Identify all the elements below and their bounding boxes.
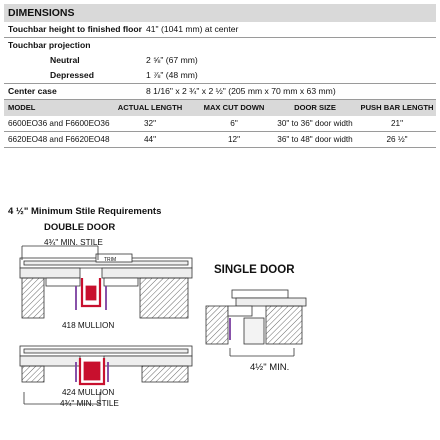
col-header-push-bar-length: PUSH BAR LENGTH: [360, 103, 434, 112]
col-header-door-size: DOOR SIZE: [294, 103, 336, 112]
trim-label: TRIM: [104, 257, 117, 263]
dim-label: Neutral: [50, 55, 80, 65]
dim-label: Center case: [8, 86, 57, 96]
dim-label: Touchbar projection: [8, 40, 91, 50]
dim-value: 1 ⅞" (48 mm): [146, 70, 198, 80]
cell-actual-length: 44": [143, 135, 156, 144]
cell-max-cut-down: 12": [227, 135, 240, 144]
dim-value: 41" (1041 mm) at center: [146, 24, 239, 34]
min-stile-top-label: 4¾" MIN. STILE: [44, 238, 103, 247]
min-stile-bottom-label: 4¾" MIN. STILE: [60, 399, 119, 408]
single-min-label: 4½" MIN.: [250, 362, 290, 373]
col-header-actual-length: ACTUAL LENGTH: [117, 103, 183, 112]
single-door-title: SINGLE DOOR: [214, 264, 295, 276]
col-header-max-cut-down: MAX CUT DOWN: [203, 103, 265, 112]
cell-door-size: 36" to 48" door width: [277, 135, 353, 144]
mullion-424-label: 424 MULLION: [62, 388, 115, 397]
cell-model: 6600EO36 and F6600EO36: [8, 119, 110, 128]
cell-push-bar-length: 26 ½": [386, 135, 408, 144]
mullion-418-label: 418 MULLION: [62, 321, 115, 330]
cell-max-cut-down: 6": [230, 119, 238, 128]
dim-value: 8 1/16" x 2 ¾" x 2 ½" (205 mm x 70 mm x 63 mm): [146, 86, 336, 96]
dim-value: 2 ⅝" (67 mm): [146, 55, 198, 65]
cell-door-size: 30" to 36" door width: [277, 119, 353, 128]
dimensions-title: DIMENSIONS: [4, 4, 436, 22]
double-door-title: DOUBLE DOOR: [44, 222, 116, 233]
dim-label: Touchbar height to finished floor: [8, 24, 142, 34]
cell-actual-length: 32": [143, 119, 156, 128]
dim-label: Depressed: [50, 70, 94, 80]
stile-section-title: 4 ½" Minimum Stile Requirements: [8, 206, 162, 217]
cell-push-bar-length: 21": [390, 119, 403, 128]
col-header-model: MODEL: [8, 103, 36, 112]
cell-model: 6620EO48 and F6620EO48: [8, 135, 110, 144]
single-door-drawing: [206, 290, 306, 356]
